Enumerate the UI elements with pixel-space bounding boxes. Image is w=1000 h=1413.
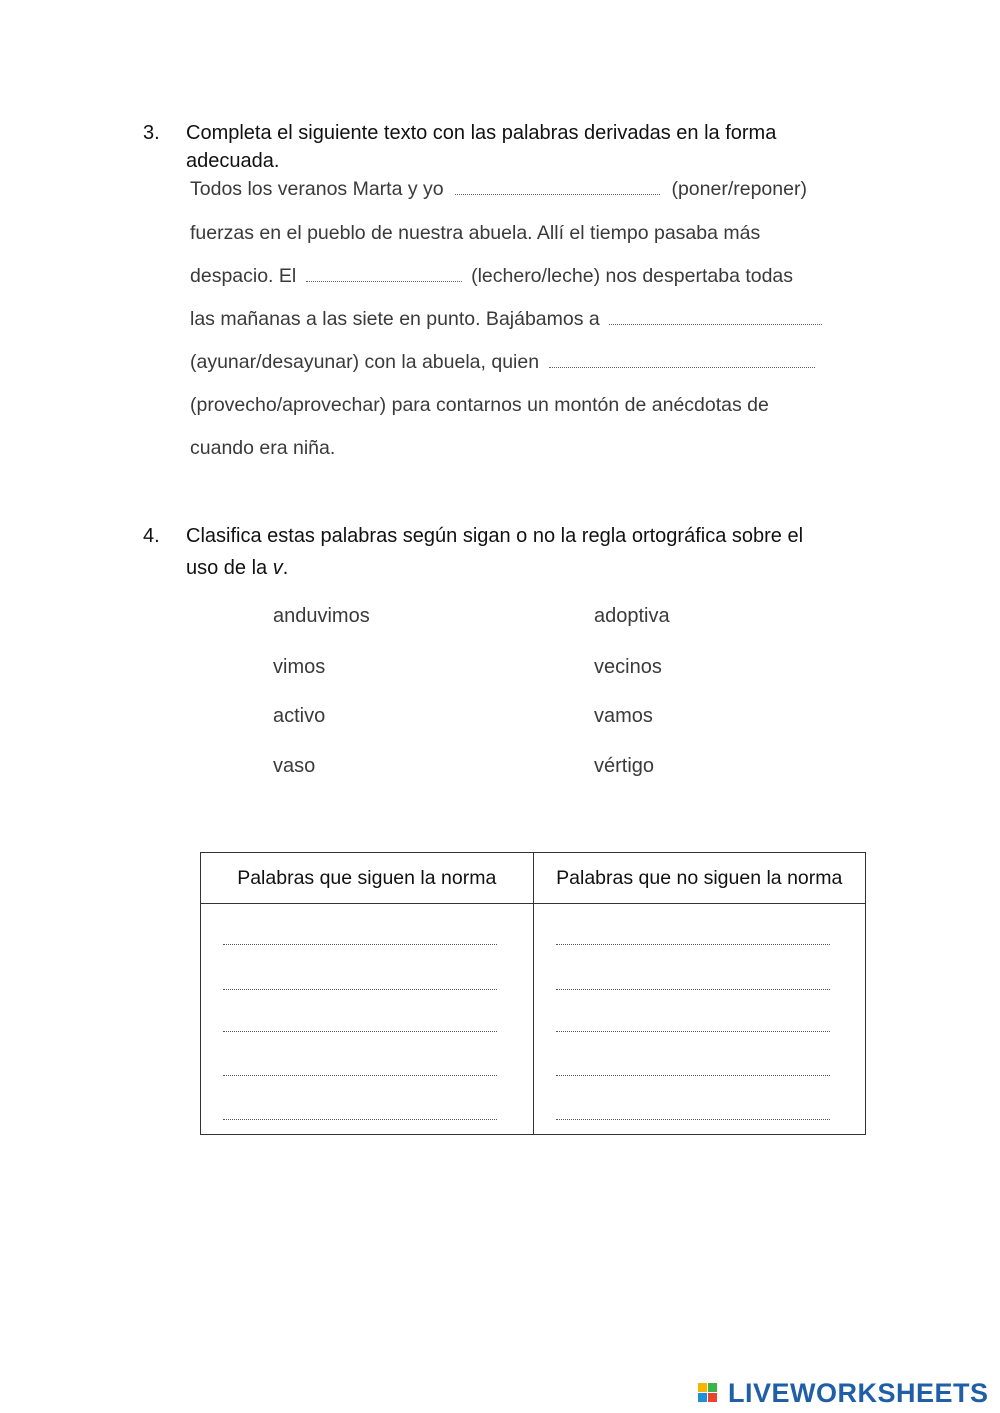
paragraph-line-1 bbox=[190, 178, 807, 201]
fill-blank-2[interactable] bbox=[306, 277, 462, 282]
fill-blank-3[interactable] bbox=[609, 320, 822, 325]
question-4-number: 4. bbox=[143, 525, 160, 547]
answer-line[interactable] bbox=[556, 944, 830, 945]
logo-squares-icon bbox=[698, 1379, 726, 1407]
title-italic-letter: v bbox=[272, 557, 283, 579]
word-right-2[interactable]: vecinos bbox=[594, 656, 662, 678]
answer-line[interactable] bbox=[556, 989, 830, 990]
classification-table bbox=[200, 852, 866, 1135]
word-right-1[interactable]: adoptiva bbox=[594, 605, 670, 627]
word-left-3[interactable]: activo bbox=[273, 705, 326, 727]
word-left-2[interactable]: vimos bbox=[273, 656, 326, 678]
question-4-title-line1: Clasifica estas palabras según sigan o no la regla ortográfica sobre el bbox=[186, 525, 804, 547]
question-4-title-line2 bbox=[186, 552, 886, 584]
drop-zone-not-follow-rule[interactable] bbox=[533, 904, 866, 1135]
answer-line[interactable] bbox=[556, 1075, 830, 1076]
word-left-1[interactable]: anduvimos bbox=[273, 605, 370, 627]
answer-line[interactable] bbox=[223, 1031, 497, 1032]
word-right-3[interactable]: vamos bbox=[594, 705, 653, 727]
paragraph-line-7: cuando era niña. bbox=[190, 437, 336, 459]
question-3-title-line1: Completa el siguiente texto con las palabras derivadas en la forma bbox=[186, 122, 777, 144]
paragraph-line-5 bbox=[190, 351, 815, 374]
drop-zone-follow-rule[interactable] bbox=[201, 904, 534, 1135]
liveworksheets-logo bbox=[698, 1378, 989, 1408]
table-header-not-follow-rule: Palabras que no siguen la norma bbox=[533, 853, 866, 904]
fill-blank-4[interactable] bbox=[549, 363, 815, 368]
question-3-number: 3. bbox=[143, 122, 160, 144]
title-text: uso de la bbox=[186, 557, 273, 579]
answer-line[interactable] bbox=[223, 944, 497, 945]
answer-line[interactable] bbox=[223, 989, 497, 990]
answer-line[interactable] bbox=[223, 1075, 497, 1076]
paragraph-text: (lechero/leche) nos despertaba todas bbox=[471, 265, 794, 287]
answer-line[interactable] bbox=[556, 1119, 830, 1120]
answer-line[interactable] bbox=[223, 1119, 497, 1120]
title-text: . bbox=[282, 557, 289, 579]
paragraph-text: (ayunar/desayunar) con la abuela, quien bbox=[190, 351, 540, 373]
table-header-follow-rule: Palabras que siguen la norma bbox=[201, 853, 534, 904]
paragraph-text: (poner/reponer) bbox=[671, 178, 807, 200]
question-3-title bbox=[186, 117, 886, 177]
paragraph-text: las mañanas a las siete en punto. Bajábamos a bbox=[190, 308, 600, 330]
question-3-title-line2: adecuada. bbox=[186, 150, 280, 172]
paragraph-line-2: fuerzas en el pueblo de nuestra abuela. Allí el tiempo pasaba más bbox=[190, 222, 761, 244]
answer-line[interactable] bbox=[556, 1031, 830, 1032]
paragraph-line-3 bbox=[190, 265, 793, 288]
question-4-title bbox=[186, 520, 886, 584]
logo-text: LIVEWORKSHEETS bbox=[728, 1377, 989, 1408]
paragraph-text: despacio. El bbox=[190, 265, 297, 287]
word-right-4[interactable]: vértigo bbox=[594, 755, 655, 777]
fill-blank-1[interactable] bbox=[455, 190, 660, 195]
paragraph-line-6: (provecho/aprovechar) para contarnos un montón de anécdotas de bbox=[190, 394, 769, 416]
paragraph-line-4 bbox=[190, 308, 822, 331]
paragraph-text: Todos los veranos Marta y yo bbox=[190, 178, 444, 200]
word-left-4[interactable]: vaso bbox=[273, 755, 316, 777]
